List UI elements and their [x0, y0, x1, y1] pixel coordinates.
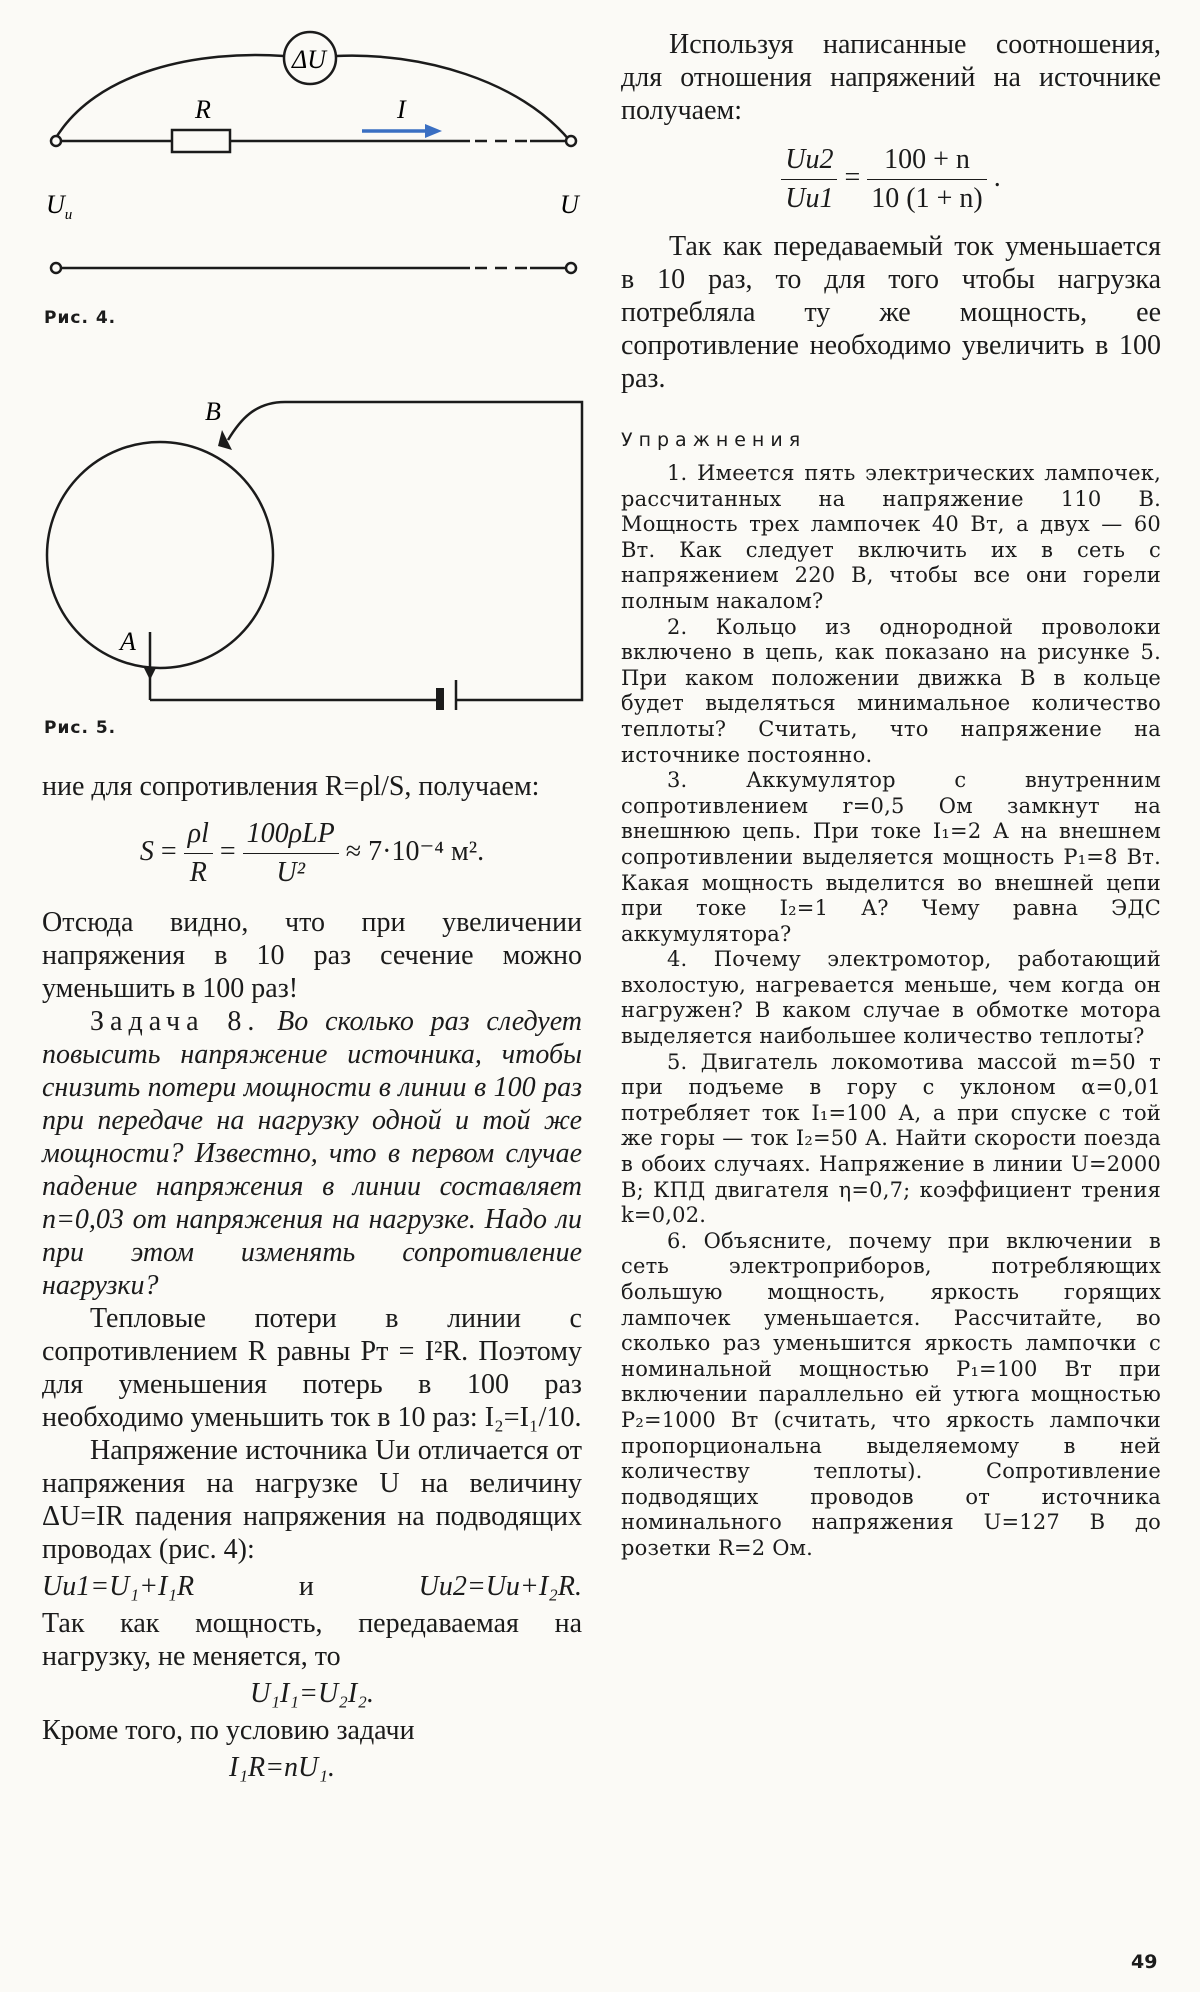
label-u-load: U: [560, 190, 579, 219]
exercise-item: 1. Имеется пять электрических лампочек, рассчитанных на напряжение 110 В. Мощность трех лампочек 40 Вт, а двух — 60 Вт. Как следует включить их в сеть с напряжением 220 В, чтобы все они горели полным накалом?: [621, 461, 1161, 613]
equations-source-voltage: Uи1=U₁+I₁R и Uи2=Uи+I₂R.: [42, 1571, 582, 1602]
right-column: [621, 28, 1161, 1562]
paragraph-conclusion: Отсюда видно, что при увеличении напряжения в 10 раз сечение можно уменьшить в 100 раз!: [42, 907, 582, 1004]
paragraph-voltage: Напряжение источника Uи отличается от напряжения на нагрузке U на величину ΔU=IR падения напряжения на подводящих проводах (рис. 4):: [42, 1435, 582, 1565]
exercise-item: 3. Аккумулятор с внутренним сопротивлением r=0,5 Ом замкнут на внешнюю цепь. При токе I₁=2 А на внешнем сопротивлении выделяется мощность P₁=8 Вт. Какая мощность выделится во внешней цепи при токе I₂=1 А? Чему равна ЭДС аккумулятора?: [621, 768, 1161, 946]
terminal-top-left: [51, 136, 61, 146]
formula-cross-section: S = $\frac{\rho l}{R}$ = $\frac{\text{100ρLP}}{\text{U²}}$ ≈ 7·10⁻⁴ м².: [42, 815, 582, 892]
label-b: B: [205, 397, 221, 426]
paragraph-using: Используя написанные соотношения, для отношения напряжений на источнике получаем:: [621, 29, 1161, 126]
task-8: Задача 8. Во сколько раз следует повысить напряжение источника, чтобы снизить потери мощности в линии в 100 раз при передаче на нагрузку одной и той же мощности? Известно, что в первом случае падение напряжения в линии составляет n=0,03 от напряжения на нагрузке. Надо ли при этом изменять сопротивление нагрузки?: [42, 1006, 582, 1301]
resistor: [172, 130, 230, 152]
figure-4-circuit: [0, 0, 600, 300]
exercises-heading: Упражнения: [621, 429, 807, 451]
label-delta-u: ΔU: [292, 45, 327, 74]
terminal-top-right: [566, 136, 576, 146]
paragraph-condition: Кроме того, по условию задачи: [42, 1715, 415, 1746]
slider-b-arrow: [218, 430, 232, 450]
paragraph-power: Так как мощность, передаваемая на нагрузку, не меняется, то: [42, 1608, 582, 1672]
voltmeter-arc-right: [336, 56, 570, 141]
equation-power: U₁I₁=U₂I₂.: [250, 1678, 374, 1709]
terminal-bottom-left: [51, 263, 61, 273]
figure-5-caption: Рис. 5.: [44, 718, 117, 738]
paragraph-current: Так как передаваемый ток уменьшается в 10 раз, то для того чтобы нагрузка потребляла ту же мощность, ее сопротивление необходимо увеличить в 100 раз.: [621, 231, 1161, 394]
label-r: R: [195, 95, 211, 124]
terminal-bottom-right: [566, 263, 576, 273]
exercise-item: 5. Двигатель локомотива массой m=50 т при подъеме в гору с уклоном α=0,01 потребляет ток I₁=100 А, а при спуске с той же горы — ток I₂=50 А. Найти скорости поезда в обоих случаях. Напряжение в линии U=2000 В; КПД двигателя η=0,7; коэффициент трения k=0,02.: [621, 1049, 1161, 1228]
label-a: A: [120, 627, 136, 656]
exercise-item: 2. Кольцо из однородной проволоки включено в цепь, как показано на рисунке 5. При каком положении движка B в кольце будет выделяться минимальное количество теплоты? Считать, что напряжение на источнике постоянно.: [621, 614, 1161, 767]
exercise-item: 6. Объясните, почему при включении в сеть электроприборов, потребляющих большую мощность, яркость горящих лампочек уменьшается. Рассчитайте, во сколько раз уменьшится яркость лампочки с номинальной мощностью P₁=100 Вт при включении параллельно ей утюга мощностью P₂=1000 Вт (считать, что яркость лампочки пропорциональна выделяемому в ней количеству теплоты). Сопротивление подводящих проводов от источника номинального напряжения U=127 В до розетки R=2 Ом.: [621, 1228, 1161, 1560]
label-i: I: [397, 95, 406, 124]
exercise-item: 4. Почему электромотор, работающий вхолостую, нагревается меньше, чем когда он нагружен? В каком случае в обмотке мотора выделяется наибольшее количество теплоты?: [621, 947, 1161, 1049]
paragraph-resistance: ние для сопротивления R=ρl/S, получаем:: [42, 771, 540, 802]
voltmeter-arc-left: [54, 55, 284, 141]
formula-voltage-ratio: $\frac{Uи2}{Uи1}$ = $\frac{100 + n}{10 (1 + n)}$ .: [621, 141, 1161, 218]
paragraph-losses: Тепловые потери в линии с сопротивлением R равны Pт = I²R. Поэтому для уменьшения потерь в 100 раз необходимо уменьшить ток в 10 раз: I₂=I₁/10.: [42, 1303, 582, 1433]
figure-4-caption: Рис. 4.: [44, 308, 117, 328]
equation-condition: I₁R=nU₁.: [228, 1752, 335, 1783]
label-u-source: $U_и$: [46, 190, 73, 223]
current-arrow: [362, 124, 442, 138]
exercises-list: [621, 461, 1161, 1562]
left-column: [42, 610, 582, 1784]
page-number: 49: [1131, 1951, 1158, 1973]
